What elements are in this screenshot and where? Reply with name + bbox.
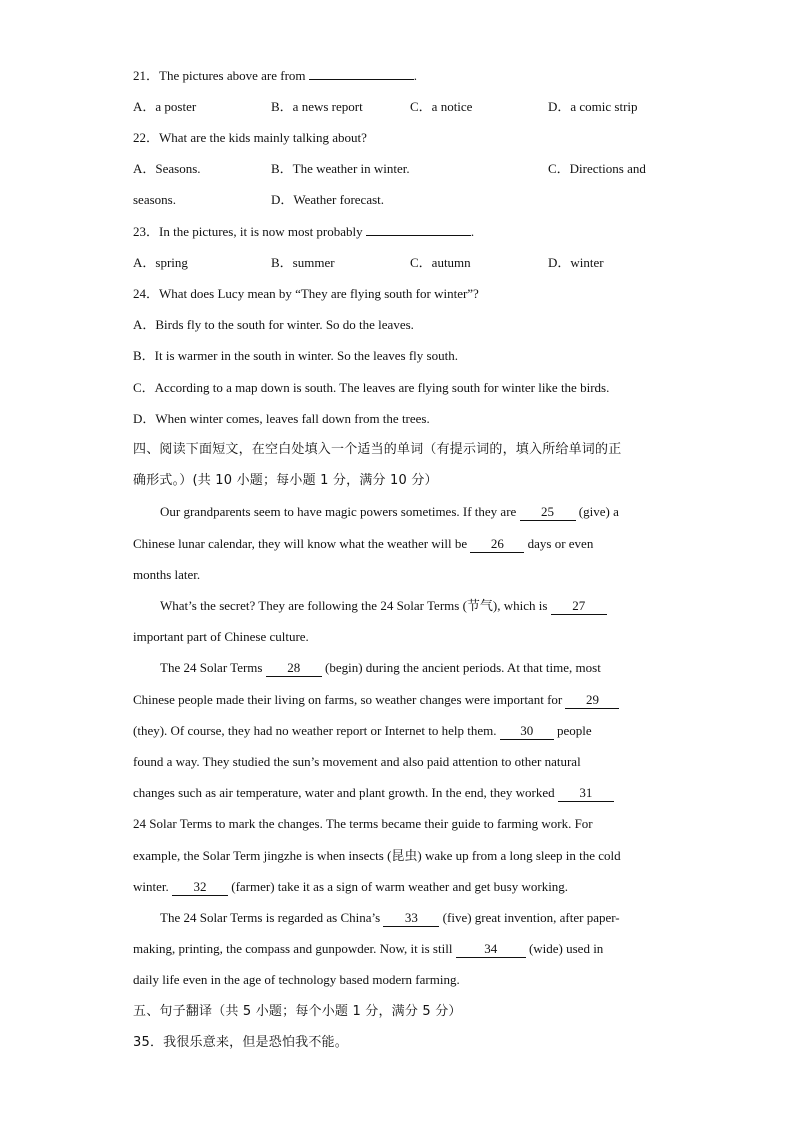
passage-line: found a way. They studied the sun’s movement and also paid attention to other natural xyxy=(133,754,581,769)
question-stem: 21．The pictures above are from xyxy=(133,68,309,83)
option-b: B．a news report xyxy=(271,99,363,114)
option-d: D．When winter comes, leaves fall down from the trees. xyxy=(133,411,430,426)
question-35: 35．我很乐意来，但是恐怕我不能。 xyxy=(133,1035,348,1050)
options-22-cont xyxy=(133,190,663,210)
blank-26: 26 xyxy=(470,536,524,553)
passage-line: daily life even in the age of technology based modern farming. xyxy=(133,972,460,987)
answer-blank xyxy=(309,79,414,80)
blank-29: 29 xyxy=(565,692,619,709)
question-21: 21．The pictures above are from . xyxy=(133,68,418,83)
blank-27: 27 xyxy=(551,598,607,615)
passage-line: winter. 32 (farmer) take it as a sign of warm weather and get busy working. xyxy=(133,879,569,894)
question-23: 23．In the pictures, it is now most probably . xyxy=(133,224,475,239)
passage-line: The 24 Solar Terms is regarded as China’s 33 (five) great invention, after paper- xyxy=(160,910,620,925)
blank-33: 33 xyxy=(383,910,439,927)
option-a: A．a poster xyxy=(133,99,197,114)
blank-32: 32 xyxy=(172,879,228,896)
options-22 xyxy=(133,159,663,179)
option-b: B．The weather in winter. xyxy=(271,161,410,176)
options-23 xyxy=(133,253,663,273)
option-a: A．Birds fly to the south for winter. So do the leaves. xyxy=(133,317,414,332)
passage-line: (they). Of course, they had no weather report or Internet to help them. 30 people xyxy=(133,723,592,738)
passage-line: What’s the secret? They are following the 24 Solar Terms (节气), which is 27 xyxy=(160,596,607,616)
option-d: D．Weather forecast. xyxy=(271,192,385,207)
question-24: 24．What does Lucy mean by “They are flying south for winter”? xyxy=(133,286,479,301)
option-c: C．a notice xyxy=(410,99,473,114)
option-b: B．summer xyxy=(271,255,335,270)
option-d: D．a comic strip xyxy=(548,99,638,114)
option-a: A．Seasons. xyxy=(133,161,201,176)
option-c: C．autumn xyxy=(410,255,471,270)
passage-line: making, printing, the compass and gunpowder. Now, it is still 34 (wide) used in xyxy=(133,941,604,956)
answer-blank xyxy=(366,235,471,236)
blank-28: 28 xyxy=(266,660,322,677)
passage-line: important part of Chinese culture. xyxy=(133,629,309,644)
option-c: C．According to a map down is south. The leaves are flying south for winter like the birds. xyxy=(133,380,610,395)
blank-31: 31 xyxy=(558,785,614,802)
passage-line: The 24 Solar Terms 28 (begin) during the ancient periods. At that time, most xyxy=(160,660,601,675)
option-d: D．winter xyxy=(548,255,604,270)
section-5-heading: 五、句子翻译（共 5 小题；每个小题 1 分，满分 5 分） xyxy=(133,1004,462,1019)
question-22: 22．What are the kids mainly talking about? xyxy=(133,130,367,145)
option-c-continued: seasons. xyxy=(133,192,176,207)
question-stem: 23．In the pictures, it is now most probably xyxy=(133,224,366,239)
passage-line: Chinese lunar calendar, they will know what the weather will be 26 days or even xyxy=(133,536,594,551)
option-b: B．It is warmer in the south in winter. So the leaves fly south. xyxy=(133,348,458,363)
section-4-heading-cont: 确形式。）(共 10 小题；每小题 1 分，满分 10 分） xyxy=(133,473,438,488)
section-4-heading: 四、阅读下面短文，在空白处填入一个适当的单词（有提示词的，填入所给单词的正 xyxy=(133,442,622,457)
blank-34: 34 xyxy=(456,941,526,958)
blank-25: 25 xyxy=(520,504,576,521)
passage-line: Chinese people made their living on farms, so weather changes were important for 29 xyxy=(133,690,619,710)
options-21 xyxy=(133,97,663,117)
passage-line: changes such as air temperature, water and plant growth. In the end, they worked 31 xyxy=(133,783,614,803)
blank-30: 30 xyxy=(500,723,554,740)
passage-line: Our grandparents seem to have magic powers sometimes. If they are 25 (give) a xyxy=(160,504,619,519)
option-c: C．Directions and xyxy=(548,161,646,176)
passage-line: months later. xyxy=(133,567,201,582)
passage-line: example, the Solar Term jingzhe is when insects (昆虫) wake up from a long sleep in the cold xyxy=(133,848,621,863)
passage-line: 24 Solar Terms to mark the changes. The terms became their guide to farming work. For xyxy=(133,816,593,831)
option-a: A．spring xyxy=(133,255,188,270)
